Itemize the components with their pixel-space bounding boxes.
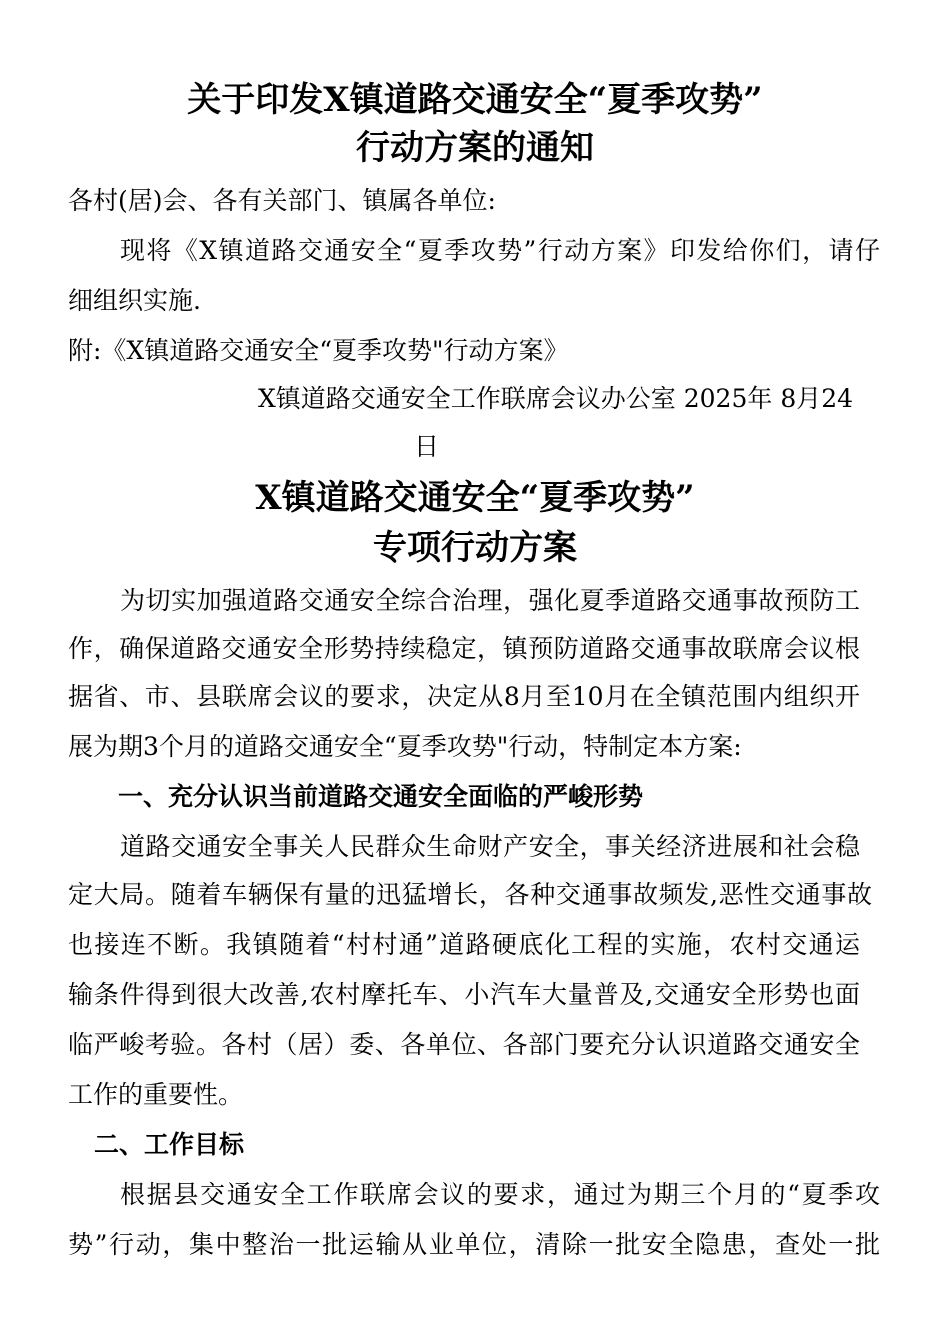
section-1-line-2: 定大局。随着车辆保有量的迅猛增长，各种交通事故频发,恶性交通事故 — [68, 880, 872, 909]
plan-intro-line-1: 为切实加强道路交通安全综合治理，强化夏季道路交通事故预防工 — [120, 586, 860, 615]
notice-title-line-2: 行动方案的通知 — [356, 128, 594, 168]
section-2-heading: 二、工作目标 — [94, 1130, 245, 1159]
section-2-line-2: 势”行动，集中整治一批运输从业单位，清除一批安全隐患，查处一批 — [68, 1230, 880, 1259]
notice-signature-line-2: 日 — [414, 432, 440, 461]
section-1-line-1: 道路交通安全事关人民群众生命财产安全，事关经济进展和社会稳 — [120, 832, 860, 861]
plan-intro-line-3: 据省、市、县联席会议的要求，决定从8月至10月在全镇范围内组织开 — [68, 682, 860, 711]
notice-body-line-2: 细组织实施. — [68, 286, 201, 315]
plan-title-line-2: 专项行动方案 — [373, 528, 577, 568]
section-1-line-6: 工作的重要性。 — [68, 1080, 244, 1109]
section-1-line-4: 输条件得到很大改善,农村摩托车、小汽车大量普及,交通安全形势也面 — [68, 980, 860, 1009]
section-1-line-3: 也接连不断。我镇随着“村村通”道路硬底化工程的实施，农村交通运 — [68, 930, 860, 959]
section-1-heading: 一、充分认识当前道路交通安全面临的严峻形势 — [118, 782, 644, 811]
notice-title-line-1: 关于印发X镇道路交通安全“夏季攻势” — [187, 80, 763, 120]
section-2-line-1: 根据县交通安全工作联席会议的要求，通过为期三个月的“夏季攻 — [120, 1180, 880, 1209]
section-1-line-5: 临严峻考验。各村（居）委、各单位、各部门要充分认识道路交通安全 — [68, 1030, 860, 1059]
plan-title-line-1: X镇道路交通安全“夏季攻势” — [255, 478, 695, 518]
notice-recipients: 各村(居)会、各有关部门、镇属各单位: — [68, 186, 496, 215]
notice-attachment: 附:《X镇道路交通安全“夏季攻势"行动方案》 — [68, 336, 569, 365]
plan-intro-line-2: 作，确保道路交通安全形势持续稳定，镇预防道路交通事故联席会议根 — [68, 634, 860, 663]
plan-intro-line-4: 展为期3个月的道路交通安全“夏季攻势"行动，特制定本方案: — [68, 732, 742, 761]
notice-body-line-1: 现将《X镇道路交通安全“夏季攻势”行动方案》印发给你们，请仔 — [120, 236, 880, 265]
notice-signature-line-1: X镇道路交通安全工作联席会议办公室 2025年 8月24 — [258, 384, 854, 413]
